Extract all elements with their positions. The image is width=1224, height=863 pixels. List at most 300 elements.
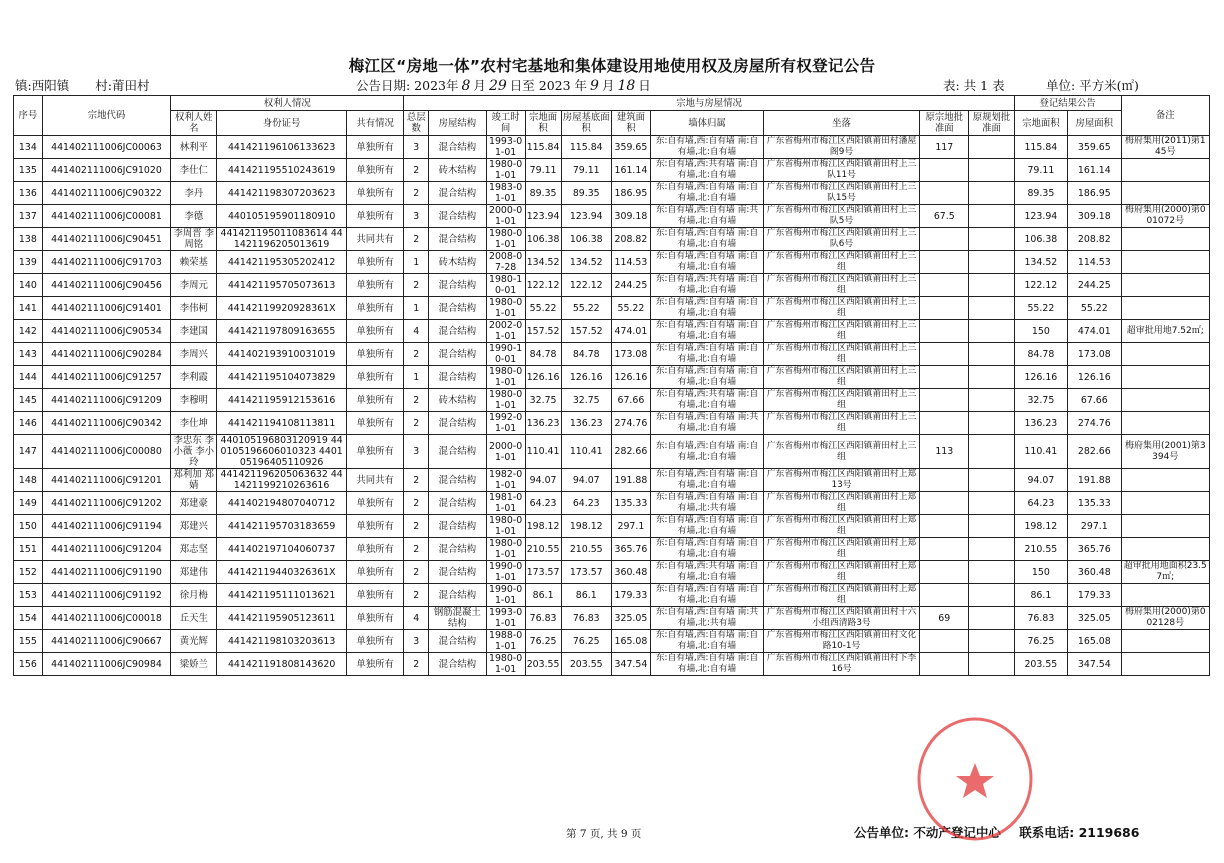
cell-completion: 1980-10-01 [486,274,525,297]
cell-completion: 2008-07-28 [486,251,525,274]
cell-id: 440105196803120919 440105196606010323 440105196405110926 [217,435,346,469]
cell-remarks: 梅府集用(2001)第3394号 [1121,435,1209,469]
cell-share: 单独所有 [346,607,404,630]
cell-parcel-area: 79.11 [525,159,561,182]
cell-orig-approved [920,389,969,412]
cell-res-floor: 114.53 [1068,251,1121,274]
cell-res-floor: 186.95 [1068,182,1121,205]
table-row [14,343,1210,366]
cell-floors: 2 [404,228,429,251]
cell-orig-planned [969,366,1014,389]
cell-holder: 梁娇兰 [171,653,217,676]
cell-location: 广东省梅州市梅江区西阳镇莆田村上郑组 [763,561,919,584]
cell-orig-planned [969,492,1014,515]
col-res-parcel: 宗地面积 [1014,111,1067,136]
cell-structure: 混合结构 [429,343,487,366]
cell-location: 广东省梅州市梅江区西阳镇莆田村上三组 [763,343,919,366]
cell-remarks [1121,274,1209,297]
cell-location: 广东省梅州市梅江区西阳镇莆田村潘屋阁9号 [763,136,919,159]
cell-share: 共同共有 [346,228,404,251]
cell-res-parcel: 94.07 [1014,469,1067,492]
cell-orig-approved [920,469,969,492]
cell-floors: 2 [404,492,429,515]
cell-res-floor: 359.65 [1068,136,1121,159]
cell-seq: 134 [14,136,43,159]
cell-res-floor: 208.82 [1068,228,1121,251]
col-holder: 权利人姓名 [171,111,217,136]
cell-floor-area: 347.54 [611,653,650,676]
cell-parcel-code: 441402111006JC00063 [42,136,170,159]
cell-structure: 混合结构 [429,274,487,297]
cell-res-floor: 244.25 [1068,274,1121,297]
cell-floors: 2 [404,584,429,607]
cell-remarks [1121,515,1209,538]
cell-wall: 东:自有墙,西:自有墙 南:自有墙,北:自有墙 [650,469,763,492]
cell-structure: 混合结构 [429,630,487,653]
cell-seq: 136 [14,182,43,205]
registration-table [13,95,1210,676]
cell-res-floor: 179.33 [1068,584,1121,607]
cell-remarks: 超审批用地7.52㎡; [1121,320,1209,343]
cell-location: 广东省梅州市梅江区西阳镇莆田村上三组 [763,274,919,297]
cell-footprint: 64.23 [561,492,611,515]
cell-orig-planned [969,136,1014,159]
cell-share: 单独所有 [346,515,404,538]
cell-wall: 东:自有墙,西:自有墙 南:共有墙,北:自有墙 [650,205,763,228]
cell-holder: 丘天生 [171,607,217,630]
cell-res-floor: 347.54 [1068,653,1121,676]
cell-floor-area: 282.66 [611,435,650,469]
cell-wall: 东:自有墙,西:自有墙 南:自有墙,北:自有墙 [650,251,763,274]
cell-wall: 东:自有墙,西:自有墙 南:自有墙,北:共有墙 [650,492,763,515]
cell-parcel-code: 441402111006JC90322 [42,182,170,205]
cell-seq: 139 [14,251,43,274]
cell-remarks [1121,251,1209,274]
col-group-result: 登记结果公告 [1014,96,1121,111]
table-row [14,653,1210,676]
cell-completion: 1981-01-01 [486,492,525,515]
cell-share: 单独所有 [346,343,404,366]
cell-floors: 2 [404,561,429,584]
cell-seq: 143 [14,343,43,366]
cell-floor-area: 173.08 [611,343,650,366]
cell-seq: 148 [14,469,43,492]
cell-orig-approved [920,366,969,389]
cell-location: 广东省梅州市梅江区西阳镇莆田村上郑13号 [763,469,919,492]
cell-footprint: 123.94 [561,205,611,228]
cell-holder: 李穆明 [171,389,217,412]
col-share: 共有情况 [346,111,404,136]
cell-seq: 142 [14,320,43,343]
cell-id: 441421195703183659 [217,515,346,538]
cell-seq: 138 [14,228,43,251]
cell-completion: 1990-01-01 [486,561,525,584]
cell-completion: 2000-01-01 [486,205,525,228]
cell-parcel-area: 110.41 [525,435,561,469]
cell-wall: 东:自有墙,西:自有墙 南:自有墙,北:自有墙 [650,228,763,251]
cell-seq: 151 [14,538,43,561]
cell-location: 广东省梅州市梅江区西阳镇莆田村上郑组 [763,538,919,561]
cell-completion: 1980-01-01 [486,515,525,538]
cell-id: 44142119440326361X [217,561,346,584]
col-structure: 房屋结构 [429,111,487,136]
cell-orig-planned [969,435,1014,469]
cell-floor-area: 297.1 [611,515,650,538]
cell-parcel-area: 32.75 [525,389,561,412]
cell-remarks: 梅府集用(2011)第145号 [1121,136,1209,159]
cell-res-floor: 325.05 [1068,607,1121,630]
cell-completion: 2000-01-01 [486,435,525,469]
cell-floor-area: 67.66 [611,389,650,412]
cell-res-floor: 297.1 [1068,515,1121,538]
cell-share: 单独所有 [346,538,404,561]
cell-id: 441421195510243619 [217,159,346,182]
town-info: 镇:西阳镇 村:莆田村 [15,78,150,93]
cell-share: 单独所有 [346,561,404,584]
cell-seq: 135 [14,159,43,182]
cell-res-parcel: 122.12 [1014,274,1067,297]
cell-floors: 2 [404,653,429,676]
cell-holder: 郑志坚 [171,538,217,561]
cell-res-parcel: 150 [1014,561,1067,584]
cell-parcel-area: 210.55 [525,538,561,561]
cell-floor-area: 274.76 [611,412,650,435]
cell-orig-planned [969,297,1014,320]
cell-floors: 3 [404,435,429,469]
cell-remarks [1121,584,1209,607]
cell-footprint: 94.07 [561,469,611,492]
cell-orig-planned [969,515,1014,538]
cell-completion: 1980-01-01 [486,653,525,676]
cell-holder: 林利平 [171,136,217,159]
cell-completion: 1980-01-01 [486,228,525,251]
cell-share: 单独所有 [346,297,404,320]
cell-res-parcel: 115.84 [1014,136,1067,159]
cell-parcel-area: 76.25 [525,630,561,653]
cell-share: 单独所有 [346,366,404,389]
cell-remarks [1121,653,1209,676]
cell-orig-planned [969,584,1014,607]
cell-parcel-area: 106.38 [525,228,561,251]
cell-structure: 砖木结构 [429,389,487,412]
cell-parcel-area: 89.35 [525,182,561,205]
cell-parcel-code: 441402111006JC91190 [42,561,170,584]
cell-floor-area: 179.33 [611,584,650,607]
cell-structure: 混合结构 [429,653,487,676]
cell-orig-planned [969,182,1014,205]
cell-orig-planned [969,228,1014,251]
cell-floor-area: 186.95 [611,182,650,205]
cell-res-floor: 309.18 [1068,205,1121,228]
cell-footprint: 210.55 [561,538,611,561]
cell-res-parcel: 84.78 [1014,343,1067,366]
cell-structure: 混合结构 [429,205,487,228]
cell-res-floor: 161.14 [1068,159,1121,182]
cell-parcel-area: 198.12 [525,515,561,538]
cell-wall: 东:自有墙,西:自有墙 南:自有墙,北:自有墙 [650,343,763,366]
cell-orig-approved [920,412,969,435]
table-row [14,205,1210,228]
table-row [14,320,1210,343]
cell-res-parcel: 89.35 [1014,182,1067,205]
cell-share: 单独所有 [346,412,404,435]
cell-completion: 1990-01-01 [486,584,525,607]
cell-remarks: 梅府集用(2000)第001072号 [1121,205,1209,228]
cell-orig-approved [920,251,969,274]
cell-parcel-code: 441402111006JC91257 [42,366,170,389]
cell-footprint: 203.55 [561,653,611,676]
cell-structure: 混合结构 [429,320,487,343]
cell-remarks: 梅府集用(2000)第002128号 [1121,607,1209,630]
cell-location: 广东省梅州市梅江区西阳镇莆田村上三队11号 [763,159,919,182]
cell-floors: 3 [404,630,429,653]
publisher-info: 公告单位: 不动产登记中心 联系电话: 2119686 [854,825,1140,840]
cell-res-floor: 274.76 [1068,412,1121,435]
cell-floors: 3 [404,205,429,228]
cell-parcel-code: 441402111006JC00018 [42,607,170,630]
cell-parcel-code: 441402111006JC00080 [42,435,170,469]
cell-wall: 东:自有墙,西:共有墙 南:自有墙,北:自有墙 [650,274,763,297]
cell-res-parcel: 150 [1014,320,1067,343]
cell-holder: 黄光辉 [171,630,217,653]
cell-seq: 145 [14,389,43,412]
col-wall: 墙体归属 [650,111,763,136]
village-name: 莆田村 [111,78,150,93]
cell-footprint: 136.23 [561,412,611,435]
cell-footprint: 84.78 [561,343,611,366]
table-row [14,538,1210,561]
table-row [14,584,1210,607]
cell-completion: 2002-01-01 [486,320,525,343]
col-res-floor: 房屋面积 [1068,111,1121,136]
cell-orig-approved [920,297,969,320]
cell-parcel-area: 157.52 [525,320,561,343]
cell-wall: 东:自有墙,西:自有墙 南:自有墙,北:自有墙 [650,136,763,159]
cell-floor-area: 325.05 [611,607,650,630]
cell-holder: 李周兴 [171,343,217,366]
cell-holder: 郑建兴 [171,515,217,538]
cell-seq: 146 [14,412,43,435]
cell-id: 441421195104073829 [217,366,346,389]
cell-seq: 140 [14,274,43,297]
cell-res-parcel: 79.11 [1014,159,1067,182]
cell-wall: 东:自有墙,西:自有墙 南:自有墙,北:自有墙 [650,584,763,607]
table-row [14,412,1210,435]
cell-parcel-code: 441402111006JC90667 [42,630,170,653]
cell-parcel-area: 86.1 [525,584,561,607]
cell-parcel-code: 441402111006JC91401 [42,297,170,320]
cell-id: 441421191808143620 [217,653,346,676]
cell-orig-approved [920,159,969,182]
cell-wall: 东:自有墙,西:共有墙 南:自有墙,北:自有墙 [650,561,763,584]
cell-share: 共同共有 [346,469,404,492]
table-row [14,251,1210,274]
cell-res-floor: 282.66 [1068,435,1121,469]
cell-location: 广东省梅州市梅江区西阳镇莆田村上郑组 [763,584,919,607]
cell-id: 441421195011083614 441421196205013619 [217,228,346,251]
cell-floor-area: 359.65 [611,136,650,159]
cell-floors: 2 [404,343,429,366]
cell-holder: 李周元 [171,274,217,297]
table-row [14,607,1210,630]
cell-holder: 赖荣基 [171,251,217,274]
cell-holder: 李仕坤 [171,412,217,435]
cell-id: 441402193910031019 [217,343,346,366]
cell-structure: 混合结构 [429,182,487,205]
cell-parcel-area: 115.84 [525,136,561,159]
cell-structure: 钢筋混凝土结构 [429,607,487,630]
cell-orig-approved [920,584,969,607]
cell-holder: 李仕仁 [171,159,217,182]
cell-footprint: 134.52 [561,251,611,274]
cell-orig-approved [920,492,969,515]
cell-location: 广东省梅州市梅江区西阳镇莆田村下李16号 [763,653,919,676]
cell-completion: 1980-01-01 [486,366,525,389]
cell-holder: 郑建豪 [171,492,217,515]
cell-res-parcel: 198.12 [1014,515,1067,538]
cell-res-floor: 135.33 [1068,492,1121,515]
cell-wall: 东:自有墙,西:自有墙 南:自有墙,北:自有墙 [650,538,763,561]
cell-id: 441421194108113811 [217,412,346,435]
col-orig-planned: 原规划批准面 [969,111,1014,136]
cell-floor-area: 135.33 [611,492,650,515]
cell-location: 广东省梅州市梅江区西阳镇莆田村上三队5号 [763,205,919,228]
col-remarks: 备注 [1121,96,1209,136]
cell-wall: 东:自有墙,西:自有墙 南:共有墙,北:自有墙 [650,412,763,435]
cell-parcel-code: 441402111006JC91192 [42,584,170,607]
cell-share: 单独所有 [346,389,404,412]
cell-wall: 东:自有墙,西:自有墙 南:自有墙,北:自有墙 [650,297,763,320]
cell-res-parcel: 134.52 [1014,251,1067,274]
col-group-site: 宗地与房屋情况 [404,96,1014,111]
cell-orig-approved [920,561,969,584]
table-row [14,492,1210,515]
cell-location: 广东省梅州市梅江区西阳镇莆田村上三组 [763,389,919,412]
cell-res-floor: 365.76 [1068,538,1121,561]
cell-remarks [1121,630,1209,653]
cell-footprint: 115.84 [561,136,611,159]
cell-footprint: 106.38 [561,228,611,251]
cell-parcel-area: 173.57 [525,561,561,584]
cell-remarks [1121,389,1209,412]
cell-parcel-code: 441402111006JC90451 [42,228,170,251]
table-count: 表: 共 1 表 [943,78,1005,93]
cell-structure: 混合结构 [429,136,487,159]
cell-floor-area: 191.88 [611,469,650,492]
cell-structure: 混合结构 [429,538,487,561]
cell-location: 广东省梅州市梅江区西阳镇莆田村文化路10-1号 [763,630,919,653]
cell-share: 单独所有 [346,274,404,297]
cell-footprint: 76.83 [561,607,611,630]
cell-id: 441421195111013621 [217,584,346,607]
cell-res-floor: 173.08 [1068,343,1121,366]
cell-res-floor: 360.48 [1068,561,1121,584]
cell-structure: 混合结构 [429,492,487,515]
cell-res-parcel: 123.94 [1014,205,1067,228]
cell-orig-planned [969,469,1014,492]
cell-orig-planned [969,343,1014,366]
cell-parcel-code: 441402111006JC90984 [42,653,170,676]
cell-share: 单独所有 [346,584,404,607]
cell-res-parcel: 55.22 [1014,297,1067,320]
cell-parcel-code: 441402111006JC90284 [42,343,170,366]
cell-footprint: 122.12 [561,274,611,297]
cell-location: 广东省梅州市梅江区西阳镇莆田村上三组 [763,435,919,469]
cell-floors: 1 [404,366,429,389]
cell-id: 441402194807040712 [217,492,346,515]
cell-floor-area: 244.25 [611,274,650,297]
cell-res-parcel: 86.1 [1014,584,1067,607]
cell-floors: 2 [404,515,429,538]
cell-wall: 东:自有墙,西:自有墙 南:共有墙,北:共有墙 [650,607,763,630]
cell-parcel-area: 84.78 [525,343,561,366]
cell-footprint: 126.16 [561,366,611,389]
cell-orig-approved: 117 [920,136,969,159]
cell-orig-planned [969,389,1014,412]
cell-orig-approved [920,274,969,297]
cell-parcel-code: 441402111006JC91202 [42,492,170,515]
cell-parcel-area: 122.12 [525,274,561,297]
cell-id: 441421198103203613 [217,630,346,653]
col-location: 坐落 [763,111,919,136]
cell-holder: 郑建伟 [171,561,217,584]
cell-remarks [1121,412,1209,435]
cell-location: 广东省梅州市梅江区西阳镇莆田村十六小组西清路3号 [763,607,919,630]
cell-res-parcel: 203.55 [1014,653,1067,676]
cell-share: 单独所有 [346,435,404,469]
cell-share: 单独所有 [346,205,404,228]
cell-completion: 1982-01-01 [486,469,525,492]
cell-id: 441421196205063632 441421199210263616 [217,469,346,492]
cell-id: 440105195901180910 [217,205,346,228]
cell-completion: 1993-01-01 [486,136,525,159]
table-row [14,469,1210,492]
table-row [14,630,1210,653]
cell-remarks [1121,469,1209,492]
cell-orig-approved: 69 [920,607,969,630]
table-row [14,228,1210,251]
cell-holder: 李忠东 李小薇 李小玲 [171,435,217,469]
cell-share: 单独所有 [346,320,404,343]
cell-id: 441421195705073613 [217,274,346,297]
cell-footprint: 55.22 [561,297,611,320]
town-name: 西阳镇 [31,78,70,93]
cell-structure: 混合结构 [429,412,487,435]
cell-floors: 4 [404,320,429,343]
col-id: 身份证号 [217,111,346,136]
col-group-rights: 权利人情况 [171,96,404,111]
cell-completion: 1980-01-01 [486,159,525,182]
table-row [14,274,1210,297]
cell-location: 广东省梅州市梅江区西阳镇莆田村上三队6号 [763,228,919,251]
cell-floors: 2 [404,182,429,205]
cell-parcel-code: 441402111006JC90534 [42,320,170,343]
cell-seq: 137 [14,205,43,228]
cell-seq: 147 [14,435,43,469]
col-floors: 总层数 [404,111,429,136]
cell-id: 44142119920928361X [217,297,346,320]
table-row [14,136,1210,159]
cell-id: 441421198307203623 [217,182,346,205]
cell-orig-planned [969,630,1014,653]
col-parcel-code: 宗地代码 [42,96,170,136]
cell-remarks [1121,228,1209,251]
cell-parcel-code: 441402111006JC91703 [42,251,170,274]
cell-remarks [1121,182,1209,205]
cell-structure: 混合结构 [429,469,487,492]
cell-parcel-code: 441402111006JC00081 [42,205,170,228]
cell-res-parcel: 136.23 [1014,412,1067,435]
